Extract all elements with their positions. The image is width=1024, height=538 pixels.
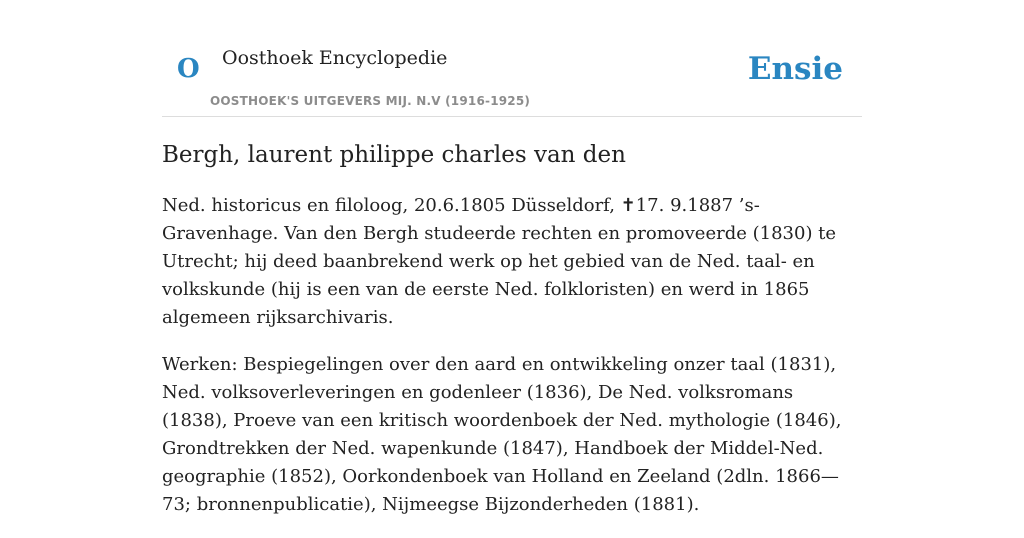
article-title: Bergh, laurent philippe charles van den [162,142,626,168]
page-header [162,0,862,117]
source-logo[interactable]: O [177,54,200,84]
article-body [162,192,862,538]
article-paragraph-biography: Ned. historicus en filoloog, 20.6.1805 Düsseldorf, ✝17. 9.1887 ’s-Gravenhage. Van den Bergh studeerde rechten en promoveerde (1830) te Utrecht; hij deed baanbrekend werk op het gebied van de Ned. taal- en volkskunde (hij is een van de eerste Ned. folkloristen) en werd in 1865 algemeen rijksarchivaris. [162,195,837,328]
article-paragraph-works: Werken: Bespiegelingen over den aard en ontwikkeling onzer taal (1831), Ned. volksoverleveringen en godenleer (1836), De Ned. volksromans (1838), Proeve van een kritisch woordenboek der Ned. mythologie (1846), Grondtrekken der Ned. wapenkunde (1847), Handboek der Middel-Ned. geographie (1852), Oorkondenboek van Holland en Zeeland (2dln. 1866—73; bronnenpublicatie), Nijmeegse Bijzonderheden (1881). [162,354,842,515]
ensie-logo-link[interactable]: Ensie [747,51,843,87]
source-publisher: OOSTHOEK'S UITGEVERS MIJ. N.V (1916-1925) [210,94,531,108]
source-title-link[interactable]: Oosthoek Encyclopedie [222,47,448,69]
